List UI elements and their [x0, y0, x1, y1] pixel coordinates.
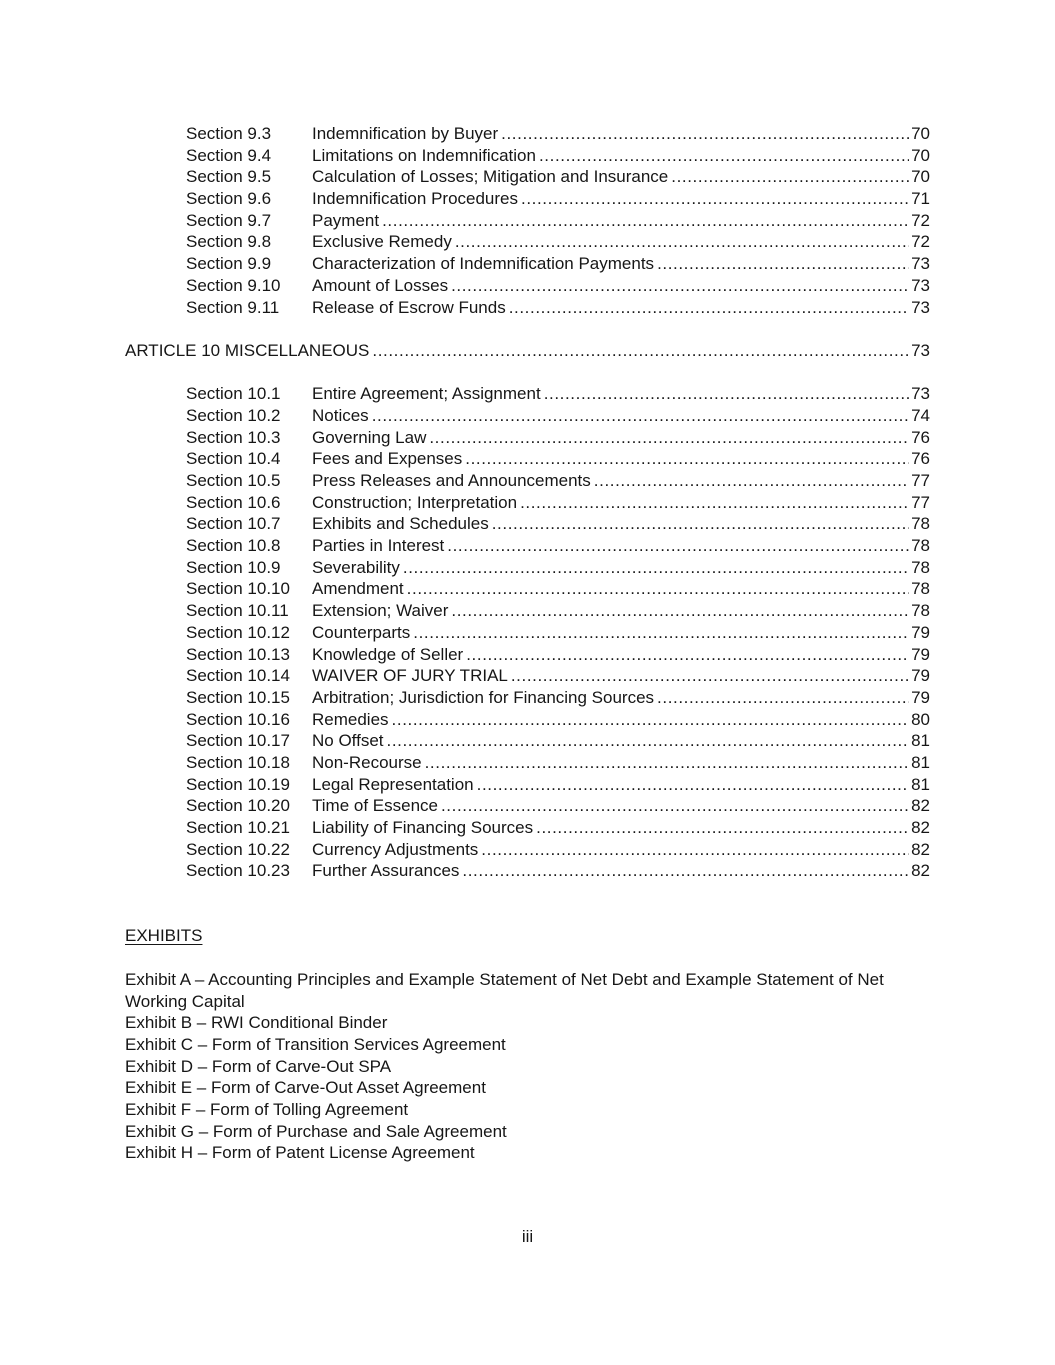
- toc-entry-row: [125, 665, 930, 687]
- toc-entry-row: [125, 795, 930, 817]
- exhibit-list-item: Exhibit A – Accounting Principles and Example Statement of Net Debt and Example Statement of Net Working Capital: [125, 969, 884, 1011]
- dot-leader: [501, 123, 909, 145]
- toc-page-number: 82: [911, 796, 930, 816]
- toc-section-label: Section 10.23: [186, 861, 290, 881]
- toc-page-number: 79: [911, 666, 930, 686]
- toc-page-number: 79: [911, 687, 930, 707]
- toc-entry-row: [125, 253, 930, 275]
- dot-leader: [511, 665, 909, 687]
- dot-leader: [657, 253, 909, 275]
- toc-section-label: Section 10.13: [186, 644, 290, 664]
- toc-entry-row: [125, 275, 930, 297]
- toc-section-label: Section 10.17: [186, 731, 290, 751]
- toc-page-number: 73: [911, 254, 930, 274]
- toc-entry-title: Construction; Interpretation: [312, 492, 518, 512]
- dot-leader: [594, 470, 909, 492]
- toc-section-label: Section 10.16: [186, 709, 290, 729]
- dot-leader: [539, 145, 909, 167]
- dot-leader: [520, 492, 909, 514]
- toc-entry-title: WAIVER OF JURY TRIAL: [312, 666, 508, 686]
- toc-page-number: 79: [911, 644, 930, 664]
- toc-entry-title: Fees and Expenses: [312, 449, 463, 469]
- toc-entry-title: Amendment: [312, 579, 404, 599]
- toc-entry-row: [125, 730, 930, 752]
- toc-section-label: Section 9.6: [186, 189, 272, 209]
- toc-page-number: 77: [911, 471, 930, 490]
- dot-leader: [429, 427, 909, 449]
- toc-section-label: Section 9.9: [186, 254, 272, 274]
- toc-section-label: Section 10.22: [186, 839, 290, 859]
- toc-page-number: 77: [911, 492, 930, 512]
- toc-section-label: Section 9.7: [186, 210, 272, 230]
- dot-leader: [492, 513, 909, 535]
- dot-leader: [392, 709, 910, 731]
- toc-section-label: Section 10.10: [186, 579, 290, 599]
- exhibit-list-item: Exhibit D – Form of Carve-Out SPA: [125, 1056, 392, 1076]
- toc-page-number: 78: [911, 557, 930, 577]
- toc-section-label: Section 10.3: [186, 427, 281, 447]
- toc-entry-row: [125, 427, 930, 449]
- toc-page-number: 78: [911, 514, 930, 534]
- toc-section-label: Section 9.5: [186, 167, 272, 187]
- toc-section-label: Section 10.5: [186, 471, 281, 490]
- toc-page-number: 76: [911, 427, 930, 447]
- exhibit-list-item: Exhibit C – Form of Transition Services Agreement: [125, 1034, 506, 1054]
- section-10-entries: [125, 383, 930, 882]
- blank-line: [125, 318, 930, 340]
- toc-page-number: 82: [911, 861, 930, 881]
- toc-entry-row: [125, 709, 930, 731]
- dot-leader: [451, 600, 909, 622]
- dot-leader: [413, 622, 909, 644]
- dot-leader: [441, 795, 909, 817]
- exhibits-heading: EXHIBITS: [125, 926, 203, 946]
- exhibit-list-item: Exhibit E – Form of Carve-Out Asset Agreement: [125, 1078, 486, 1098]
- toc-section-label: Section 10.9: [186, 557, 281, 577]
- toc-page-number: 81: [911, 774, 930, 794]
- toc-section-label: Section 9.3: [186, 124, 272, 143]
- toc-page-number: 78: [911, 536, 930, 556]
- toc-entry-title: No Offset: [312, 731, 384, 751]
- dot-leader: [657, 687, 909, 709]
- toc-entry-title: Knowledge of Seller: [312, 644, 464, 664]
- dot-leader: [425, 752, 909, 774]
- toc-entry-row: [125, 687, 930, 709]
- toc-section-label: Section 10.8: [186, 536, 281, 556]
- dot-leader: [465, 448, 909, 470]
- toc-entry-title: Calculation of Losses; Mitigation and Insurance: [312, 167, 669, 187]
- toc-entry-title: Indemnification Procedures: [312, 189, 519, 209]
- toc-entry-title: Non-Recourse: [312, 752, 422, 772]
- blank-line: [125, 882, 930, 904]
- toc-entry-row: [125, 448, 930, 470]
- toc-entry-row: [125, 166, 930, 188]
- section-9-entries: [125, 123, 930, 318]
- toc-entry-row: [125, 557, 930, 579]
- toc-entry-title: Press Releases and Announcements: [312, 471, 591, 490]
- toc-entry-row: [125, 188, 930, 210]
- toc-entry-title: Exclusive Remedy: [312, 232, 452, 252]
- toc-section-label: Section 10.18: [186, 752, 290, 772]
- toc-entry-row: [125, 405, 930, 427]
- toc-entry-title: Further Assurances: [312, 861, 460, 881]
- exhibit-list-item: Exhibit F – Form of Tolling Agreement: [125, 1100, 409, 1120]
- dot-leader: [536, 817, 909, 839]
- toc-entry-row: [125, 644, 930, 666]
- toc-section-label: Section 9.8: [186, 232, 272, 252]
- exhibit-list-item: Exhibit B – RWI Conditional Binder: [125, 1013, 388, 1033]
- toc-section-label: Section 9.11: [186, 297, 280, 317]
- toc-entry-row: [125, 817, 930, 839]
- toc-page-number: 79: [911, 622, 930, 642]
- toc-page-number: 70: [911, 167, 930, 187]
- toc-entry-row: [125, 123, 930, 145]
- toc-entry-title: Time of Essence: [312, 796, 438, 816]
- dot-leader: [403, 557, 909, 579]
- toc-entry-row: [125, 513, 930, 535]
- toc-page-number: 72: [911, 232, 930, 252]
- article-10-heading-row: [125, 340, 930, 362]
- toc-entry-row: [125, 231, 930, 253]
- toc-page-number: 73: [911, 340, 930, 360]
- dot-leader: [372, 340, 909, 362]
- dot-leader: [387, 730, 910, 752]
- toc-page-number: 73: [911, 297, 930, 317]
- toc-entry-row: [125, 860, 930, 882]
- dot-leader: [509, 297, 909, 319]
- toc-entry-title: Characterization of Indemnification Payments: [312, 254, 655, 274]
- dot-leader: [481, 839, 909, 861]
- toc-section-label: Section 10.7: [186, 514, 281, 534]
- toc-entry-title: Extension; Waiver: [312, 601, 449, 621]
- toc-page-number: 80: [911, 709, 930, 729]
- toc-entry-row: [125, 578, 930, 600]
- toc-section-label: Section 10.19: [186, 774, 290, 794]
- toc-section-label: Section 10.20: [186, 796, 290, 816]
- dot-leader: [462, 860, 909, 882]
- toc-page-number: 70: [911, 124, 930, 143]
- toc-entry-title: Notices: [312, 405, 369, 425]
- dot-leader: [451, 275, 909, 297]
- toc-section-label: Section 10.2: [186, 405, 281, 425]
- toc-entry-row: [125, 839, 930, 861]
- dot-leader: [466, 644, 909, 666]
- toc-section-label: Section 10.12: [186, 622, 290, 642]
- toc-section-label: Section 9.10: [186, 275, 281, 295]
- dot-leader: [382, 210, 909, 232]
- dot-leader: [372, 405, 909, 427]
- toc-entry-row: [125, 297, 930, 319]
- page-number-footer: iii: [521, 1227, 534, 1246]
- toc-entry-row: [125, 622, 930, 644]
- toc-section-label: Section 10.6: [186, 492, 281, 512]
- toc-entry-title: Governing Law: [312, 427, 427, 447]
- toc-section-label: Section 10.15: [186, 687, 290, 707]
- toc-entry-row: [125, 492, 930, 514]
- dot-leader: [477, 774, 909, 796]
- toc-entry-title: Payment: [312, 210, 380, 230]
- toc-page-number: 81: [911, 731, 930, 751]
- toc-page-number: 71: [911, 189, 930, 209]
- toc-entry-title: Counterparts: [312, 622, 411, 642]
- toc-entry-row: [125, 600, 930, 622]
- toc-entry-row: [125, 383, 930, 405]
- toc-entry-title: Liability of Financing Sources: [312, 818, 534, 837]
- table-of-contents: [125, 123, 930, 1164]
- dot-leader: [544, 383, 909, 405]
- toc-page-number: 82: [911, 818, 930, 837]
- dot-leader: [521, 188, 909, 210]
- toc-entry-title: Arbitration; Jurisdiction for Financing Sources: [312, 687, 655, 707]
- toc-section-label: Section 9.4: [186, 145, 272, 165]
- toc-entry-title: Limitations on Indemnification: [312, 145, 536, 165]
- toc-page-number: 76: [911, 449, 930, 469]
- toc-page-number: 82: [911, 839, 930, 859]
- toc-section-label: Section 10.4: [186, 449, 281, 469]
- toc-entry-row: [125, 145, 930, 167]
- article-10-heading: ARTICLE 10 MISCELLANEOUS: [125, 340, 370, 360]
- toc-entry-title: Entire Agreement; Assignment: [312, 384, 541, 404]
- exhibit-list-item: Exhibit G – Form of Purchase and Sale Agreement: [125, 1121, 507, 1141]
- toc-entry-row: [125, 210, 930, 232]
- toc-page-number: 72: [911, 210, 930, 230]
- dot-leader: [447, 535, 909, 557]
- toc-entry-title: Severability: [312, 557, 400, 577]
- toc-entry-row: [125, 774, 930, 796]
- toc-section-label: Section 10.21: [186, 818, 290, 837]
- exhibits-list: [125, 969, 930, 1164]
- dot-leader: [407, 578, 909, 600]
- exhibit-list-item: Exhibit H – Form of Patent License Agreement: [125, 1143, 475, 1163]
- toc-page-number: 78: [911, 601, 930, 621]
- toc-entry-title: Indemnification by Buyer: [312, 124, 499, 143]
- dot-leader: [671, 166, 909, 188]
- blank-line: [125, 904, 930, 926]
- toc-section-label: Section 10.14: [186, 666, 290, 686]
- toc-section-label: Section 10.11: [186, 601, 289, 621]
- toc-page-number: 78: [911, 579, 930, 599]
- toc-page-number: 73: [911, 275, 930, 295]
- toc-entry-title: Release of Escrow Funds: [312, 297, 506, 317]
- blank-line: [125, 362, 930, 384]
- toc-entry-title: Exhibits and Schedules: [312, 514, 489, 534]
- toc-entry-row: [125, 535, 930, 557]
- toc-entry-row: [125, 752, 930, 774]
- toc-section-label: Section 10.1: [186, 384, 281, 404]
- toc-entry-title: Parties in Interest: [312, 536, 445, 556]
- toc-entry-title: Amount of Losses: [312, 275, 449, 295]
- toc-page-number: 74: [911, 405, 930, 425]
- toc-entry-title: Currency Adjustments: [312, 839, 479, 859]
- blank-line: [125, 947, 930, 969]
- toc-entry-row: [125, 470, 930, 492]
- toc-page-number: 70: [911, 145, 930, 165]
- toc-entry-title: Legal Representation: [312, 774, 474, 794]
- toc-page-number: 73: [911, 384, 930, 404]
- toc-entry-title: Remedies: [312, 709, 389, 729]
- dot-leader: [455, 231, 909, 253]
- toc-page-number: 81: [911, 752, 930, 772]
